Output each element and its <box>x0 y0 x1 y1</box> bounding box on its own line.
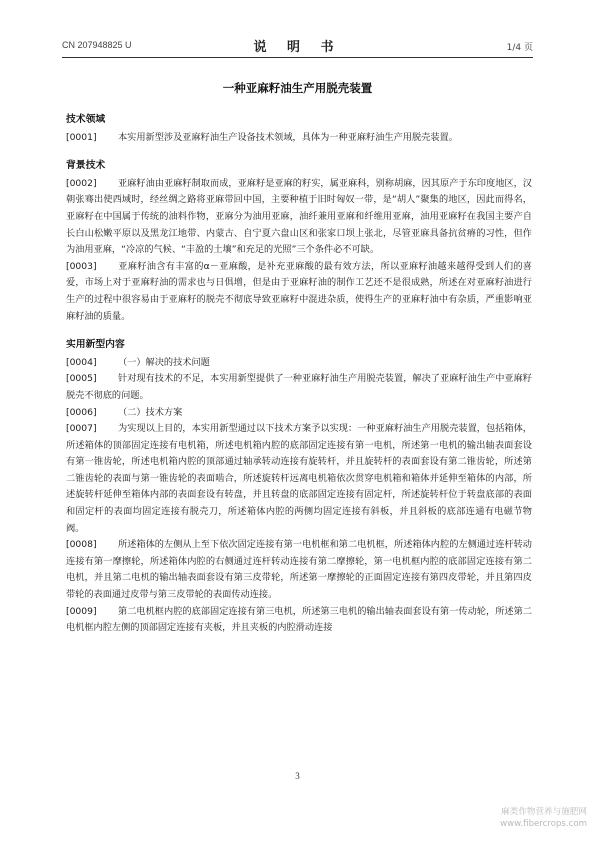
paragraph-text: （二）技术方案 <box>118 406 183 418</box>
watermark <box>452 806 587 830</box>
section-heading-technical-field: 技术领域 <box>66 114 106 125</box>
page-header <box>62 36 533 56</box>
paragraph-number: [0005] <box>66 373 97 385</box>
paragraph-number: [0001] <box>66 131 97 143</box>
page-number: 3 <box>295 771 300 781</box>
paragraph-text: 针对现有技术的不足，本实用新型提供了一种亚麻籽油生产用脱壳装置，解决了亚麻籽油生产中亚麻籽脱壳不彻底的问题。 <box>66 373 532 401</box>
paragraph <box>66 421 532 537</box>
document-body <box>66 112 532 637</box>
paragraph-text: （一）解决的技术问题 <box>118 356 210 368</box>
paragraph-number: [0006] <box>66 406 97 418</box>
paragraph-text: 亚麻籽油含有丰富的α－亚麻酸，是补充亚麻酸的最有效方法，所以亚麻籽油越来越得受到人们的喜爱，市场上对于亚麻籽油的需求也与日俱增，但是由于亚麻籽油的制作工艺还不是很成熟，所述在对亚麻籽油进行生产的过程中很容易由于亚麻籽的脱壳不彻底导致亚麻籽中混进杂质，使得生产的亚麻籽油中有杂质，严重影响亚麻籽油的质量。 <box>66 260 532 322</box>
paragraph-text: 亚麻籽油由亚麻籽制取而成，亚麻籽是亚麻的籽实，属亚麻科，别称胡麻，因其原产于东印度地区，汉朝张骞出使西域时，经丝绸之路将亚麻带回中国，主要种植于旧时匈奴一带，是“胡人”聚集的地区，因此而得名，亚麻籽在中国属于传统的油料作物，亚麻分为油用亚麻，油纤兼用亚麻和纤维用亚麻，油用亚麻籽在我国主要产自长白山松嫩平原以及黑龙江地带、内蒙古、自宁夏六盘山区和张家口坝上张北，尽管亚麻具备抗贫瘠的习性，但作为油用亚麻，“冷凉的气候、“丰盈的土壤”和充足的光照”三个条件必不可缺。 <box>66 177 532 256</box>
paragraph <box>66 604 532 637</box>
paragraph <box>66 537 532 603</box>
paragraph-number: [0009] <box>66 605 97 617</box>
paragraph-text: 本实用新型涉及亚麻籽油生产设备技术领域，具体为一种亚麻籽油生产用脱壳装置。 <box>118 131 458 143</box>
paragraph <box>66 371 532 404</box>
page-indicator: 1/4 页 <box>506 43 533 53</box>
paragraph-text: 为实现以上目的，本实用新型通过以下技术方案予以实现：一种亚麻籽油生产用脱壳装置，包括箱体，所述箱体的顶部固定连接有电机箱，所述电机箱内腔的底部固定连接有第一电机，所述第一电机的输出轴表面套设有第一锥齿轮，所述电机箱内腔的顶部通过轴承转动连接有旋转杆，并且旋转杆的表面套设有第二锥齿轮，所述第二锥齿轮的表面与第一锥齿轮的表面啮合，所述旋转杆远离电机箱依次贯穿电机箱和箱体并延伸至箱体的内部，所述旋转杆延伸至箱体内部的表面套设有转盘，并且转盘的底部固定连接有固定杆，所述旋转杆位于转盘底部的表面和固定杆的表面均固定连接有脱壳刀，所述箱体内腔的两侧均固定连接有斜板，并且斜板的底部连通有电磁节物阀。 <box>66 423 532 534</box>
watermark-site-name: 麻类作物营养与施肥网 <box>501 807 587 817</box>
paragraph-number: [0004] <box>66 356 97 368</box>
paragraph <box>66 405 532 422</box>
paragraph-text: 第二电机框内腔的底部固定连接有第三电机，所述第三电机的输出轴表面套设有第一传动轮，所述第二电机框内腔左侧的顶部固定连接有夹板，并且夹板的内腔滑动连接 <box>66 605 532 634</box>
paragraph-number: [0008] <box>66 539 97 551</box>
header-divider <box>62 57 533 58</box>
paragraph <box>66 176 532 259</box>
section-heading-content: 实用新型内容 <box>66 339 125 351</box>
paragraph-number: [0007] <box>66 423 97 435</box>
document-type-title: 说 明 书 <box>253 40 342 55</box>
paragraph-number: [0003] <box>66 260 97 272</box>
paragraph <box>66 130 532 147</box>
paragraph <box>66 355 532 372</box>
paragraph-number: [0002] <box>66 177 97 189</box>
paragraph-text: 所述箱体的左侧从上至下依次固定连接有第一电机框和第二电机框，所述箱体内腔的左侧通过连杆转动连接有第一摩擦轮，所述箱体内腔的右侧通过连杆转动连接有第二摩擦轮，第一电机框内腔的底部固定连接有第二电机，并且第二电机的输出轴表面套设有第三皮带轮，所述第一摩擦轮的正面固定连接有第四皮带轮，并且第四皮带轮的表面通过皮带与第三皮带轮的表面传动连接。 <box>66 539 532 601</box>
publication-number: CN 207948825 U <box>62 40 132 50</box>
patent-title: 一种亚麻籽油生产用脱壳装置 <box>222 81 373 95</box>
paragraph <box>66 259 532 325</box>
watermark-url: www.fibercrops.com <box>500 819 587 829</box>
section-heading-background: 背景技术 <box>66 160 106 172</box>
